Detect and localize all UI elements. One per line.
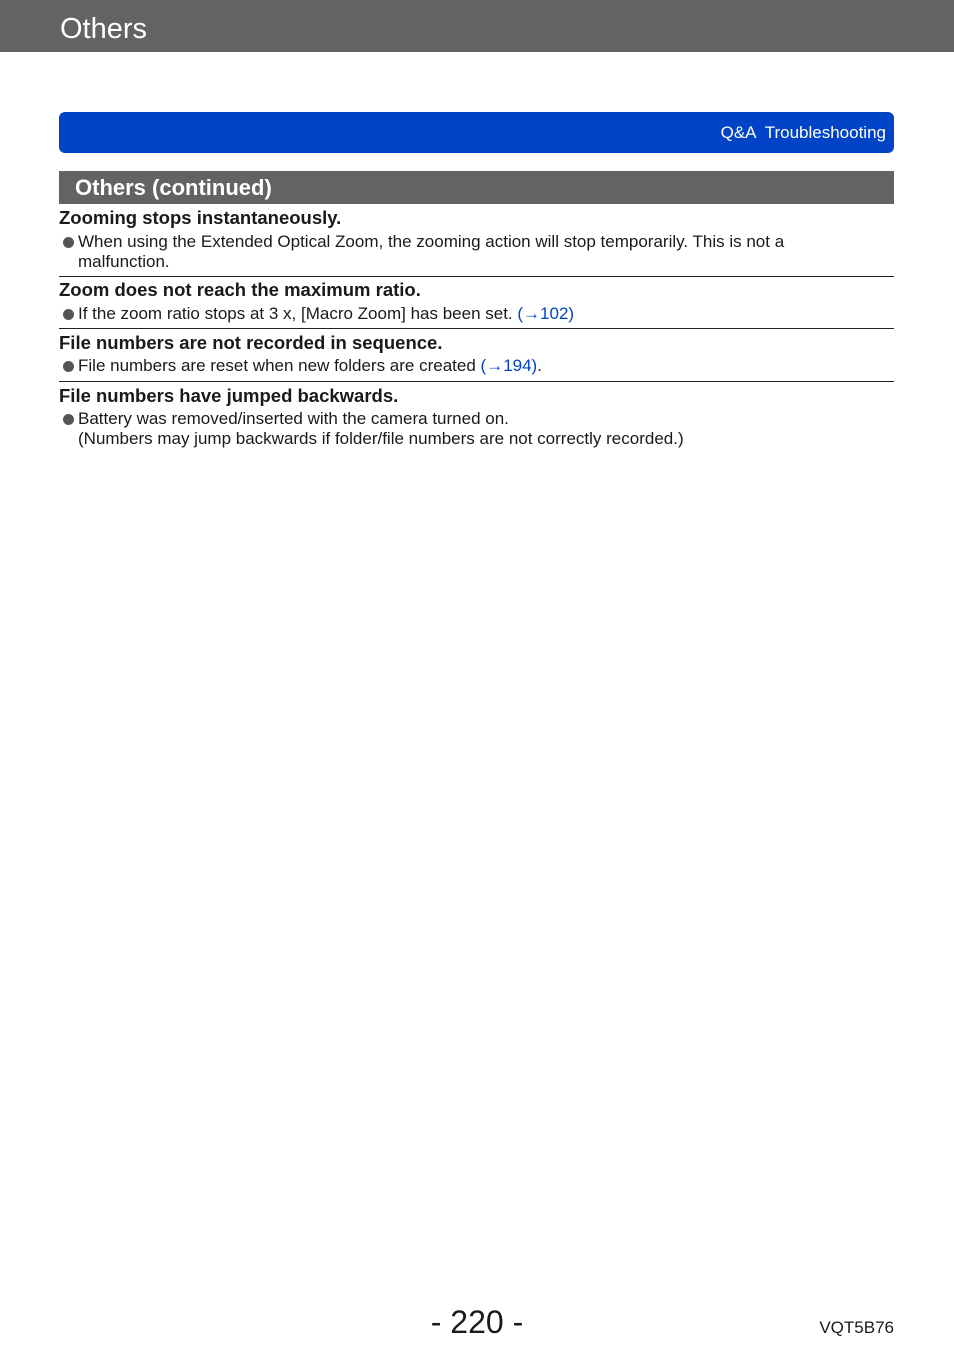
answer-text: If the zoom ratio stops at 3 x, [Macro Zoom] has been set. bbox=[78, 304, 518, 323]
subsection-title: Others (continued) bbox=[75, 175, 272, 200]
qa-question: File numbers have jumped backwards. bbox=[59, 385, 399, 406]
qa-question: Zoom does not reach the maximum ratio. bbox=[59, 279, 421, 300]
section-banner bbox=[59, 112, 894, 153]
document-code: VQT5B76 bbox=[819, 1318, 894, 1337]
answer-line: (Numbers may jump backwards if folder/file numbers are not correctly recorded.) bbox=[78, 429, 684, 448]
qa-item-file-numbers-backwards bbox=[59, 385, 894, 455]
bullet-icon bbox=[63, 361, 74, 372]
qa-answer bbox=[59, 232, 894, 272]
answer-line: Battery was removed/inserted with the camera turned on. bbox=[78, 409, 509, 428]
top-bar bbox=[0, 0, 954, 52]
qa-answer bbox=[59, 356, 894, 376]
answer-line: When using the Extended Optical Zoom, the zooming action will stop temporarily. This is not a bbox=[78, 232, 785, 251]
bullet-icon bbox=[63, 414, 74, 425]
chapter-title: Others bbox=[60, 13, 148, 45]
qa-item-file-numbers-sequence bbox=[59, 332, 894, 382]
page-ref-link[interactable]: (→102) bbox=[517, 304, 575, 323]
qa-question: Zooming stops instantaneously. bbox=[59, 207, 342, 228]
qa-answer bbox=[59, 409, 894, 449]
banner-label: Q&A Troubleshooting bbox=[720, 123, 886, 142]
subsection-header bbox=[59, 171, 894, 204]
answer-suffix: . bbox=[537, 356, 542, 375]
page-ref-link[interactable]: (→194) bbox=[480, 356, 538, 375]
qa-answer bbox=[59, 304, 894, 324]
qa-item-zoom-stops bbox=[59, 207, 894, 277]
answer-text: File numbers are reset when new folders are created bbox=[78, 356, 481, 375]
page-number: - 220 - bbox=[430, 1304, 524, 1340]
bullet-icon bbox=[63, 237, 74, 248]
qa-question: File numbers are not recorded in sequence. bbox=[59, 332, 443, 353]
answer-line: malfunction. bbox=[78, 252, 170, 271]
qa-item-zoom-max-ratio bbox=[59, 279, 894, 329]
bullet-icon bbox=[63, 309, 74, 320]
